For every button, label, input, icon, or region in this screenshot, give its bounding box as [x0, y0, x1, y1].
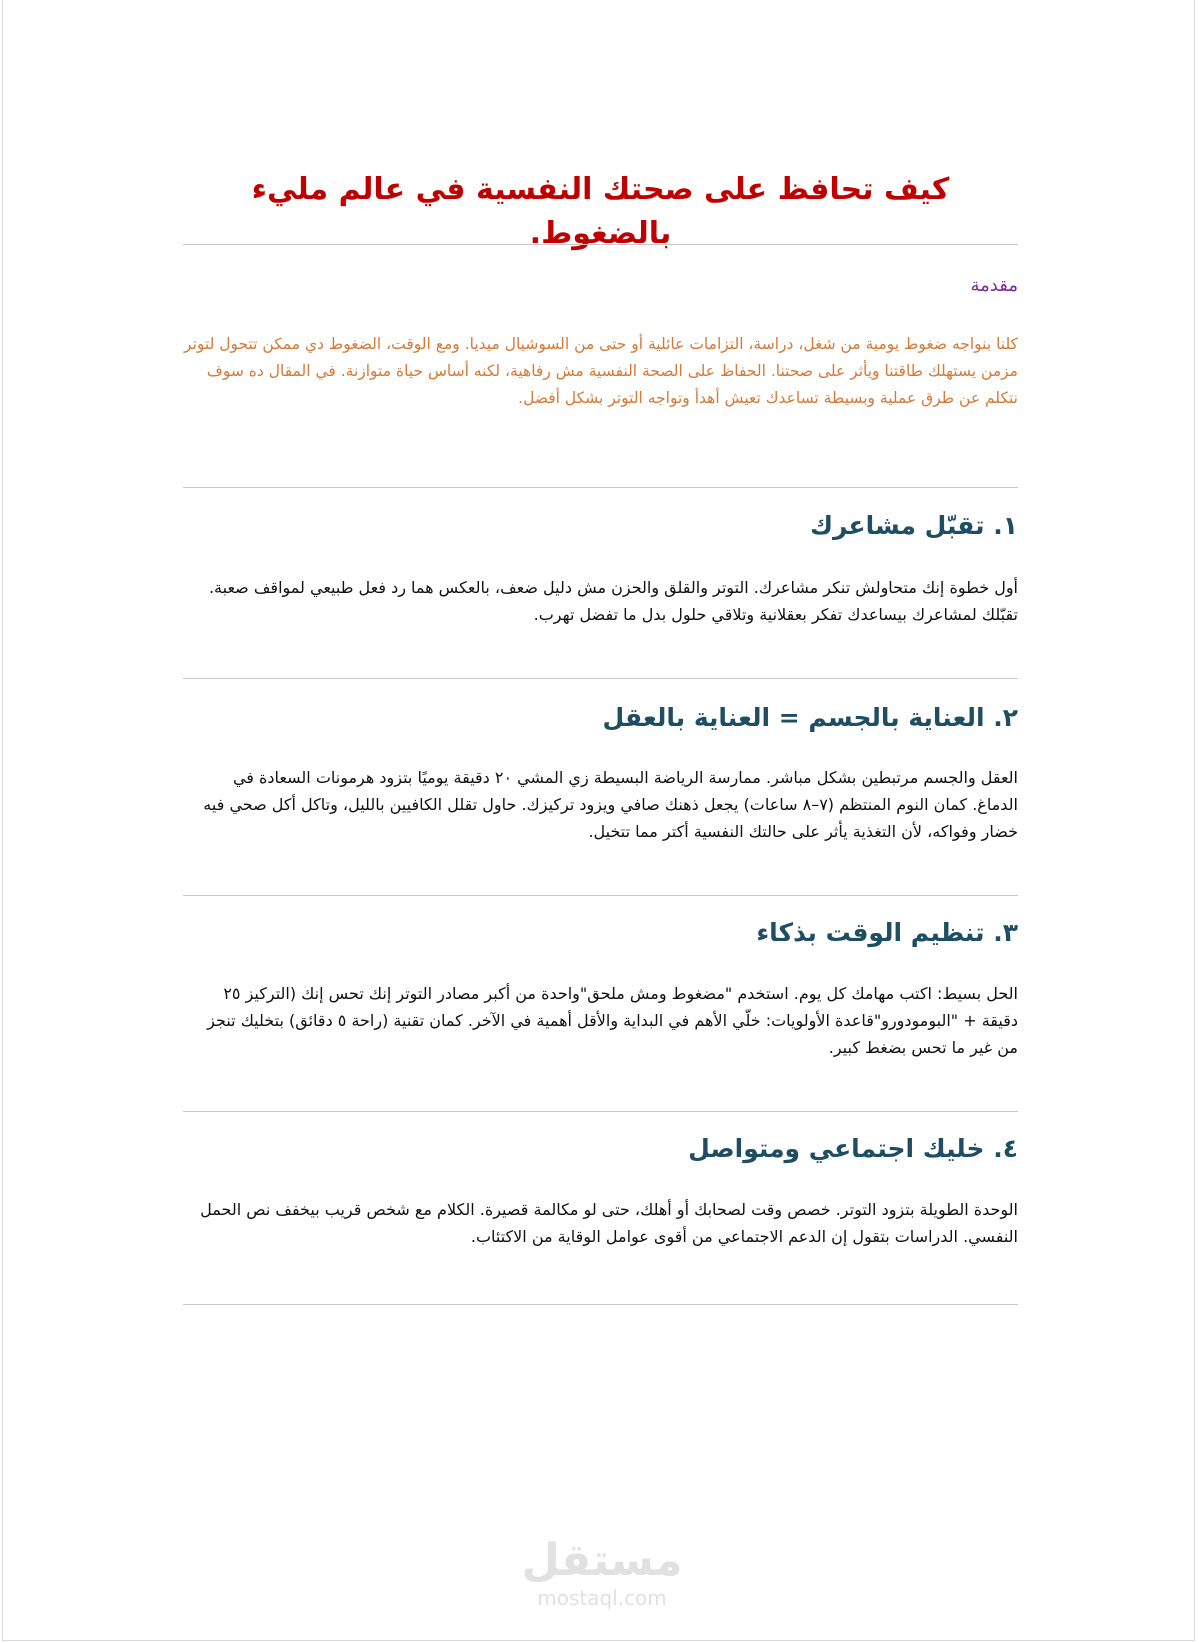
watermark-logo: مستقل [521, 1535, 683, 1586]
intro-body [183, 331, 1018, 412]
section-4-body [183, 1196, 1018, 1250]
document-title: كيف تحافظ على صحتك النفسية في عالم مليء بالضغوط. [251, 172, 950, 251]
section-heading: ٣. تنظيم الوقت بذكاء [756, 918, 1018, 947]
divider [183, 678, 1018, 679]
intro-paragraph: كلنا بنواجه ضغوط يومية من شغل، دراسة، التزامات عائلية أو حتى من السوشيال ميديا. ومع الوقت، الضغوط دي ممكن تتحول لتوتر مزمن يستهلك طاقتنا ويأثر على صحتنا. الحفاظ على الصحة النفسية مش رفاهية، لكنه أساس حياة متوازنة. في المقال ده سوف نتكلم عن طرق عملية وبسيطة تساعدك تعيش أهدأ وتواجه التوتر بشكل أفضل. [184, 335, 1018, 407]
section-paragraph: أول خطوة إنك متحاولش تنكر مشاعرك. التوتر والقلق والحزن مش دليل ضعف، بالعكس هما رد فعل طبيعي لمواقف صعبة. تقبّلك لمشاعرك بيساعدك تفكر بعقلانية وتلاقي حلول بدل ما تفضل تهرب. [208, 578, 1018, 624]
intro-section [183, 272, 1018, 300]
section-paragraph: الحل بسيط: اكتب مهامك كل يوم. استخدم "مضغوط ومش ملحق"واحدة من أكبر مصادر التوتر إنك تحس إنك (التركيز ٢٥ دقيقة + "البومودورو"قاعدة الأولويات: خلّي الأهم في البداية والأقل أهمية في الآخر. كمان تقنية (راحة ٥ دقائق) بتخليك تنجز من غير ما تحس بضغط كبير. [207, 984, 1018, 1057]
intro-label: مقدمة [970, 275, 1018, 296]
section-3 [183, 913, 1018, 953]
section-1 [183, 506, 1018, 546]
divider [183, 1111, 1018, 1112]
section-2-body [183, 764, 1018, 845]
section-paragraph: الوحدة الطويلة بتزود التوتر. خصص وقت لصحابك أو أهلك، حتى لو مكالمة قصيرة. الكلام مع شخص قريب بيخفف نص الحمل النفسي. الدراسات بتقول إن الدعم الاجتماعي من أقوى عوامل الوقاية من الاكتئاب. [200, 1200, 1018, 1246]
section-3-body [183, 980, 1018, 1061]
divider [183, 895, 1018, 896]
mostaql-watermark [512, 1535, 692, 1609]
divider [183, 487, 1018, 488]
watermark-domain: mostaql.com [537, 1586, 667, 1610]
section-4 [183, 1129, 1018, 1169]
section-heading: ١. تقبّل مشاعرك [810, 511, 1018, 540]
section-paragraph: العقل والجسم مرتبطين بشكل مباشر. ممارسة الرياضة البسيطة زي المشي ٢٠ دقيقة يوميًا بتزود هرمونات السعادة في الدماغ. كمان النوم المنتظم (٧–٨ ساعات) يجعل ذهنك صافي ويزود تركيزك. حاول تقلل الكافيين بالليل، وتاكل أكل صحي فيه خضار وفواكه، لأن التغذية يأثر على حالتك النفسية أكتر مما تتخيل. [203, 768, 1018, 841]
divider [183, 1304, 1018, 1305]
divider [183, 244, 1018, 245]
section-heading: ٢. العناية بالجسم = العناية بالعقل [602, 703, 1018, 732]
section-heading: ٤. خليك اجتماعي ومتواصل [688, 1134, 1018, 1163]
section-1-body [183, 574, 1018, 628]
section-2 [183, 698, 1018, 738]
